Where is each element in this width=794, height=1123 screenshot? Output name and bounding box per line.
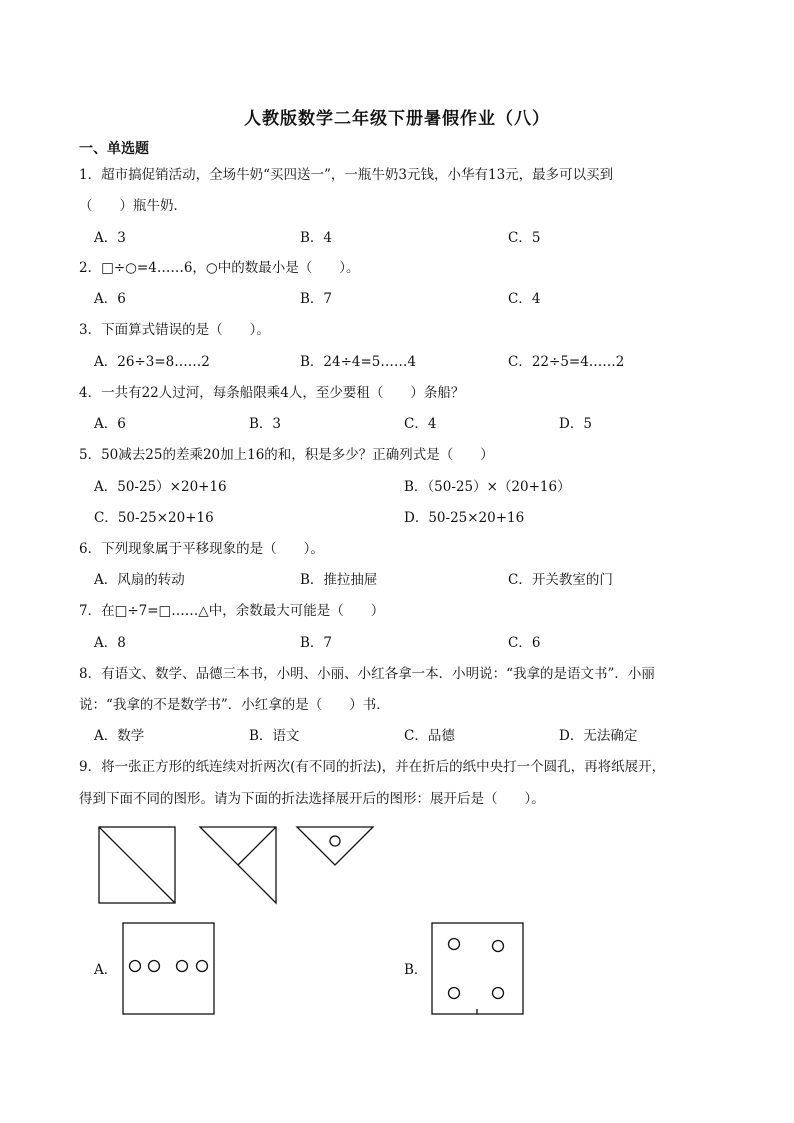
question-1-option-b[interactable]: B．4 bbox=[300, 230, 333, 246]
question-1-option-c[interactable]: C．5 bbox=[508, 230, 541, 246]
question-6-text: 6．下列现象属于平移现象的是（ ）。 bbox=[79, 541, 324, 557]
question-6-option-c[interactable]: C．开关教室的门 bbox=[508, 572, 613, 588]
question-6-option-a[interactable]: A．风扇的转动 bbox=[94, 572, 185, 588]
question-8-option-d[interactable]: D．无法确定 bbox=[559, 728, 638, 744]
question-4-text: 4．一共有22人过河，每条船限乘4人，至少要租（ ）条船？ bbox=[79, 385, 465, 401]
fold-step-triangle bbox=[200, 827, 276, 903]
fold-step-punched bbox=[297, 827, 373, 865]
question-4-option-d[interactable]: D．5 bbox=[559, 416, 592, 432]
question-9-option-a[interactable]: A． bbox=[94, 962, 118, 978]
question-5-option-d[interactable]: D．50-25×20+16 bbox=[404, 510, 525, 526]
question-9-text-cont: 得到下面不同的图形。请为下面的折法选择展开后的图形：展开后是（ ）。 bbox=[79, 791, 545, 807]
question-5-option-a[interactable]: A．50-25）×20+16 bbox=[94, 479, 227, 495]
question-1-text: 1．超市搞促销活动，全场牛奶“买四送一”，一瓶牛奶3元钱，小华有13元，最多可以买到 bbox=[79, 167, 614, 183]
question-5-text: 5．50减去25的差乘20加上16的和，积是多少？正确列式是（ ） bbox=[79, 447, 494, 463]
question-3-option-c[interactable]: C．22÷5=4……2 bbox=[508, 354, 625, 370]
page-title: 人教版数学二年级下册暑假作业（八） bbox=[244, 109, 550, 129]
question-1-text-cont: （ ）瓶牛奶． bbox=[79, 198, 187, 214]
question-4-option-c[interactable]: C．4 bbox=[404, 416, 437, 432]
question-9-option-b[interactable]: B． bbox=[404, 962, 428, 978]
question-3-option-b[interactable]: B．24÷4=5……4 bbox=[300, 354, 416, 370]
question-4-option-b[interactable]: B．3 bbox=[249, 416, 282, 432]
question-8-option-a[interactable]: A．数学 bbox=[94, 728, 145, 744]
question-2-option-b[interactable]: B．7 bbox=[300, 291, 333, 307]
question-2-text: 2．□÷○=4……6，○中的数最小是（ ）。 bbox=[79, 260, 360, 276]
fold-step-square bbox=[99, 827, 175, 903]
question-5-option-b[interactable]: B．（50-25）×（20+16） bbox=[404, 479, 571, 495]
question-7-text: 7．在□÷7=□……△中，余数最大可能是（ ） bbox=[79, 603, 385, 619]
question-2-option-c[interactable]: C．4 bbox=[508, 291, 541, 307]
question-7-option-a[interactable]: A．8 bbox=[94, 635, 126, 651]
question-2-option-a[interactable]: A．6 bbox=[94, 291, 126, 307]
question-8-text-cont: 说：“我拿的不是数学书”．小红拿的是（ ）书． bbox=[79, 697, 390, 713]
question-1-option-a[interactable]: A．3 bbox=[94, 230, 126, 246]
option-b-figure bbox=[432, 923, 523, 1014]
question-3-text: 3．下面算式错误的是（ ）。 bbox=[79, 322, 270, 338]
question-3-option-a[interactable]: A．26÷3=8……2 bbox=[94, 354, 210, 370]
question-8-option-c[interactable]: C．品德 bbox=[404, 728, 455, 744]
question-6-option-b[interactable]: B．推拉抽屉 bbox=[300, 572, 378, 588]
question-8-option-b[interactable]: B．语文 bbox=[249, 728, 300, 744]
question-4-option-a[interactable]: A．6 bbox=[94, 416, 126, 432]
question-7-option-b[interactable]: B．7 bbox=[300, 635, 333, 651]
option-a-figure bbox=[123, 923, 214, 1014]
question-5-option-c[interactable]: C．50-25×20+16 bbox=[94, 510, 214, 526]
section-heading: 一、单选题 bbox=[79, 141, 149, 157]
question-7-option-c[interactable]: C．6 bbox=[508, 635, 541, 651]
question-8-text: 8．有语文、数学、品德三本书，小明、小丽、小红各拿一本．小明说：“我拿的是语文书”．小丽 bbox=[79, 666, 655, 682]
question-9-text: 9．将一张正方形的纸连续对折两次(有不同的折法)，并在折后的纸中央打一个圆孔，再将纸展开， bbox=[79, 759, 666, 775]
